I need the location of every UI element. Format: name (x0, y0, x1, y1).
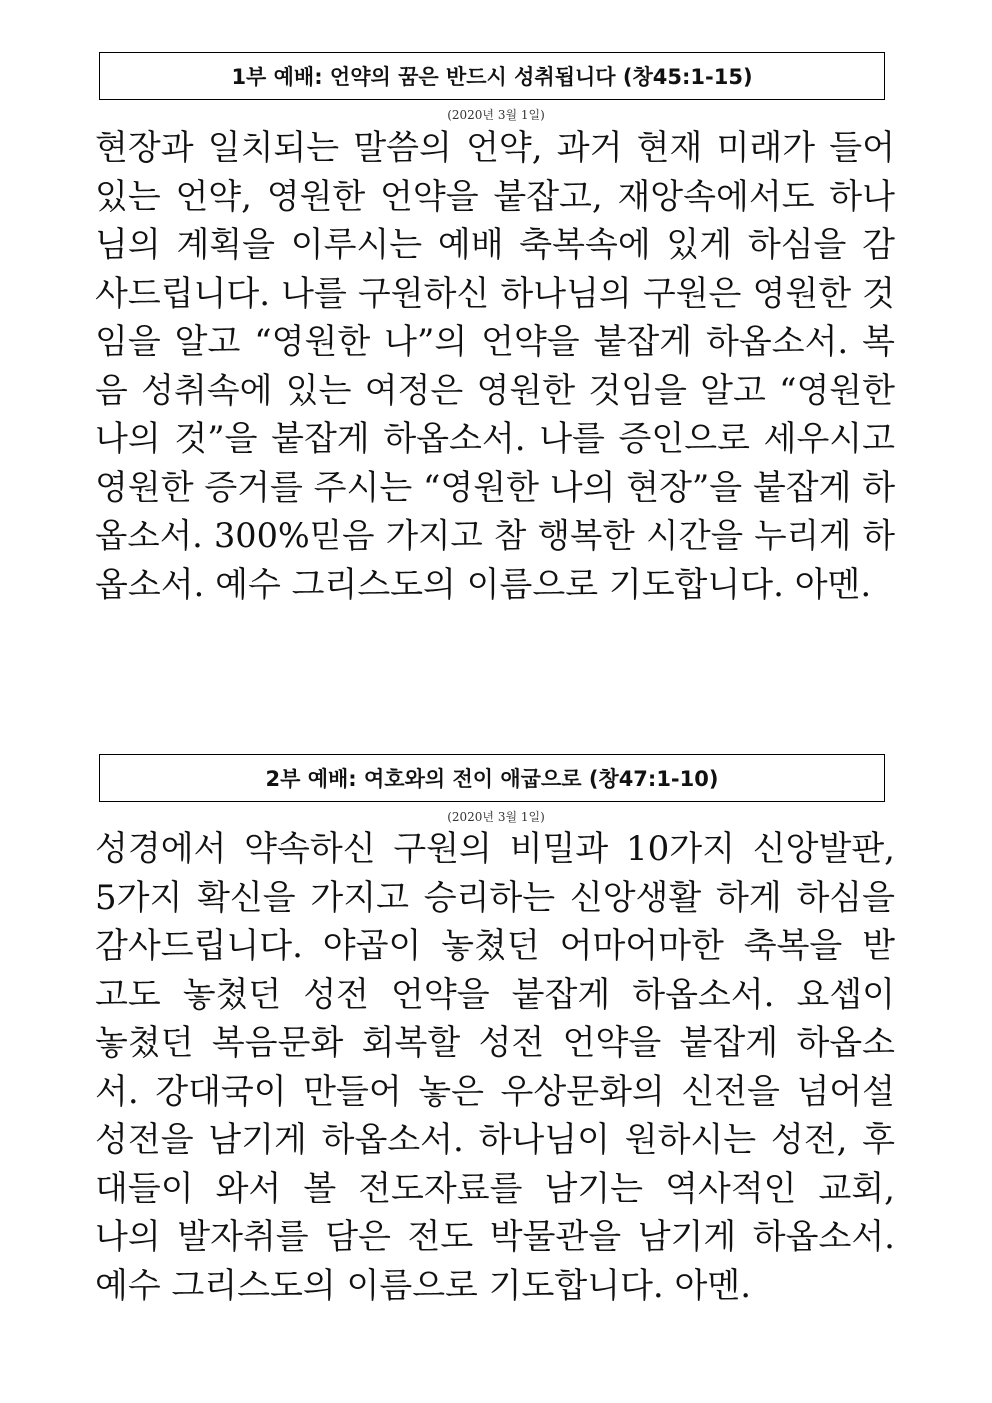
section-date: (2020년 3월 1일) (447, 810, 545, 824)
prayer-text (95, 124, 895, 609)
text-line: 성전을 남기게 하옵소서. 하나님이 원하시는 성전, 후 (95, 1120, 895, 1160)
text-line: 음 성취속에 있는 여정은 영원한 것임을 알고 “영원한 (95, 370, 895, 411)
section-title: 2부 예배: 여호와의 전이 애굽으로 (창47:1-10) (265, 767, 719, 791)
text-line: 나의 것”을 붙잡게 하옵소서. 나를 증인으로 세우시고 (95, 419, 895, 459)
text-line: 나의 발자취를 담은 전도 박물관을 남기게 하옵소서. (95, 1217, 895, 1257)
text-line: 대들이 와서 볼 전도자료를 남기는 역사적인 교회, (95, 1168, 895, 1209)
text-line: 영원한 증거를 주시는 “영원한 나의 현장”을 붙잡게 하 (95, 467, 895, 508)
text-line: 놓쳤던 복음문화 회복할 성전 언약을 붙잡게 하옵소 (95, 1023, 895, 1063)
text-line: 서. 강대국이 만들어 놓은 우상문화의 신전을 넘어설 (95, 1071, 895, 1112)
section-title-box (99, 754, 885, 802)
text-line: 예수 그리스도의 이름으로 기도합니다. 아멘. (95, 1265, 752, 1306)
text-line: 5가지 확신을 가지고 승리하는 신앙생활 하게 하심을 (95, 877, 895, 918)
text-line: 성경에서 약속하신 구원의 비밀과 10가지 신앙발판, (95, 829, 895, 869)
prayer-text (95, 825, 895, 1310)
section-title: 1부 예배: 언약의 꿈은 반드시 성취됩니다 (창45:1-15) (231, 65, 753, 89)
text-line: 님의 계획을 이루시는 예배 축복속에 있게 하심을 감 (95, 225, 895, 265)
text-line: 임을 알고 “영원한 나”의 언약을 붙잡게 하옵소서. 복 (95, 322, 895, 362)
section-date: (2020년 3월 1일) (447, 108, 545, 122)
text-line: 사드립니다. 나를 구원하신 하나님의 구원은 영원한 것 (95, 273, 895, 314)
text-line: 있는 언약, 영원한 언약을 붙잡고, 재앙속에서도 하나 (95, 176, 895, 217)
text-line: 옵소서. 예수 그리스도의 이름으로 기도합니다. 아멘. (95, 564, 872, 605)
section-title-box (99, 52, 885, 100)
text-line: 옵소서. 300%믿음 가지고 참 행복한 시간을 누리게 하 (95, 516, 895, 555)
text-line: 고도 놓쳤던 성전 언약을 붙잡게 하옵소서. 요셉이 (95, 974, 895, 1015)
text-line: 현장과 일치되는 말씀의 언약, 과거 현재 미래가 들어 (95, 128, 895, 168)
text-line: 감사드립니다. 야곱이 놓쳤던 어마어마한 축복을 받 (95, 926, 895, 966)
